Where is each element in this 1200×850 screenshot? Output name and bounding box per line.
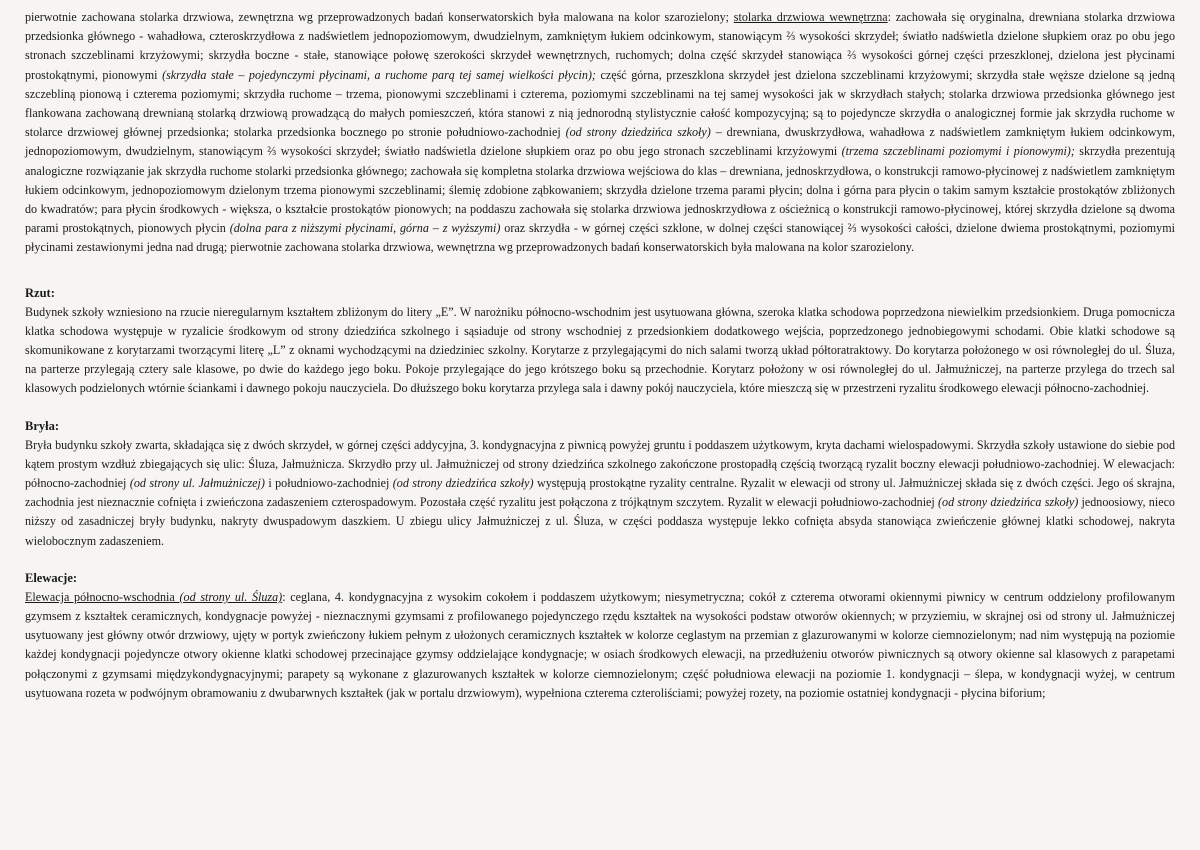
italic-note: (od strony ul. Jałmużniczej) — [129, 476, 265, 491]
text-run: skrzydła prezentują analogiczne rozwiązanie jak skrzydła ruchome stolarki przedsionka głównego; zachowała się kompletna stolarka drzwiowa wejściowa do klas – drewniana, jednoskrzydłowa, o konstrukcji ramowo-płycinowej z nadświetlem zamkniętym łukiem odcinkowym, jednopoziomowym dzielonym trzema pionowymi szczeblinami; ślemię zdobione ząbkowaniem; skrzydła dzielone trzema parami płycin; dolna i górna para płycin o takim samym kształcie prostokątów zbliżonych do kwadratów; para płycin środkowych - większa, o kształcie prostokątów pionowych; na poddaszu zachowała się stolarka drzwiowa jednoskrzydłowa z ościeżnicą o konstrukcji ramowo-płycinowej, której skrzydła dzielone są dwoma parami prostokątnych, pionowych płycin — [25, 144, 1175, 236]
italic-note: (skrzydła stałe – pojedynczymi płycinami, a ruchome parą tej samej wielkości płycin); — [162, 67, 596, 82]
text-run: – drewniana, dwuskrzydłowa, wahadłowa z nadświetlem zamkniętym łukiem odcinkowym, jednopoziomowym, dwudzielnym, stanowiącym ⅔ wysokości skrzydeł; światło nadświetla dzielone słupkiem oraz po obu jego stronach szczeblinami krzyżowymi — [25, 125, 1176, 159]
italic-note: (od strony dziedzińca szkoły) — [938, 495, 1079, 510]
spacer — [25, 399, 1175, 417]
text-run: oraz skrzydła - w górnej części szklone, w dolnej części stanowiącej ⅔ wysokości całości, dzielone dwiema prostokątnymi, poziomymi płycinami zestawionymi jedna nad drugą; pierwotnie zachowana stolarka drzwiowa, wewnętrzna wg przeprowadzonych badań konserwatorskich była malowana na kolor szarozielony. — [25, 221, 1175, 255]
paragraph-stolarka — [25, 8, 1175, 258]
text-run: Bryła budynku szkoły zwarta, składająca się z dwóch skrzydeł, w górnej części addycyjna, 3. kondygnacyjna z piwnicą powyżej gruntu i poddaszem użytkowym, kryta dachami wielospadowymi. Skrzydła szkoły ustawione do siebie pod kątem prostym wzdłuż zbiegających się ulic: Śluza, Jałmużnicza. Skrzydło przy ul. Jałmużniczej od strony dziedzińca szkolnego zakończone prostopadłą częścią tworzącą ryzalit boczny elewacji południowo-zachodniej. W elewacjach: północno-zachodniej — [25, 437, 1175, 491]
spacer — [25, 551, 1175, 569]
paragraph-bryla — [25, 436, 1175, 551]
paragraph-elewacje — [25, 588, 1175, 703]
italic-note: (trzema szczeblinami poziomymi i pionowymi); — [841, 144, 1075, 159]
text-run: część górna, przeszklona skrzydeł jest dzielona szczeblinami krzyżowymi; skrzydła stałe węższe dzielone są jedną szczebliną pionową i czterema poziomymi; skrzydła ruchome – trzema, pionowymi szczeblinami i czterema, poziomymi szczeblinami na tej samej wysokości jak w skrzydłach stałych; stolarka drzwiowa przedsionka głównego jest flankowana zachowaną drewnianą stolarką drzwiową prowadzącą do małych pomieszczeń, która stanowi z nią jednorodną stylistycznie całość kompozycyjną; są to pojedyncze skrzydła o analogicznej formie jak skrzydła ruchome w stolarce drzwiowej głównej przedsionka; stolarka przedsionka bocznego po stronie południowo-zachodniej — [25, 67, 1175, 140]
paragraph-rzut: Budynek szkoły wzniesiono na rzucie nieregularnym kształtem zbliżonym do litery „E”. W narożniku północno-wschodnim jest usytuowana główna, szeroka klatka schodowa poprzedzona niewielkim przedsionkiem. Druga pomocnicza klatka schodowa występuje w ryzalicie środkowym od strony dziedzińca szkolnego i sąsiaduje od strony wschodniej z przedsionkiem dodatkowego wejścia, poprzedzonego jednobiegowymi schodami. Obie klatki schodowe są skomunikowane z korytarzami tworzącymi literę „L” z oknami wychodzącymi na dziedziniec szkolny. Korytarze z przylegającymi do nich salami tworzą układ półtoratraktowy. Do korytarza położonego w osi równoległej do ul. Śluza, na parterze przylegają cztery sale klasowe, po dwie do każdego jego boku. Pokoje przylegające do jego krótszego boku są przechodnie. Korytarz położony w osi równoległej do ul. Jałmużniczej, na parterze przylega do trzech sal klasowych podzielonych wtórnie ściankami i dawnego pokoju nauczyciela. Do dłuższego boku korytarza przylega sala i dawny pokój nauczyciela, które mieszczą się w przestrzeni ryzalitu środkowego elewacji północno-zachodniej. — [25, 304, 1175, 396]
underlined-term: stolarka drzwiowa wewnętrzna — [733, 10, 888, 24]
text-run: i południowo-zachodniej — [264, 476, 393, 491]
italic-note: (od strony dziedzińca szkoły) — [565, 125, 711, 140]
italic-note: (dolna para z niższymi płycinami, górna – z wyższymi) — [229, 221, 501, 236]
section-heading-bryla: Bryła: — [25, 418, 60, 433]
section-heading-elewacje: Elewacje: — [25, 570, 78, 585]
text-run: : zachowała się oryginalna, drewniana stolarka drzwiowa przedsionka głównego - wahadłowa, czteroskrzydłowa z nadświetlem jednopoziomowym, dwudzielnym, zamkniętym łukiem odcinkowym, stanowiącym ⅔ wysokości skrzydeł; światło nadświetla dzielone słupkiem oraz po obu jego stronach szczeblinami krzyżowymi; skrzydła boczne - stałe, stanowiące połowę szerokości skrzydeł wewnętrznych, ruchomych; dolna część skrzydeł stanowiąca ⅔ wysokości górnej części przeszklonej, dzielona jest płycinami prostokątnymi, pionowymi — [25, 10, 1175, 82]
text-run: jednoosiowy, nieco niższy od zasadniczej bryły budynku, nakryty dwuspadowym daszkiem. U zbiegu ulicy Jałmużniczej z ul. Śluza, w części poddasza występuje lekko cofnięta absyda stanowiąca zwieńczenie głównej klatki schodowej, nakryta wielobocznym zadaszeniem. — [25, 495, 1175, 548]
section-heading-rzut: Rzut: — [25, 285, 55, 300]
text-run: : ceglana, 4. kondygnacyjna z wysokim cokołem i poddaszem użytkowym; niesymetryczna; cokół z czterema otworami okiennymi piwnicy w centrum oddzielony profilowanym gzymsem z kształtek ceramicznych, kondygnacje powyżej - nieznacznymi gzymsami z profilowanego pojedynczego rzędu kształtek na wysokości podstaw otworów okiennych; w przyziemiu, w skrajnej osi od strony ul. Jałmużniczej usytuowany jest główny otwór drzwiowy, ujęty w portyk zwieńczony łukiem pełnym z ułożonych ceramicznych kształtek w kolorze ceglastym na przemian z glazurowanymi w kolorze ciemnozielonym; nad nim występują na poziomie każdej kondygnacji pojedyncze otwory okienne klatki schodowej przecinające gzymsy oddzielające kondygnacje; w osiach środkowych elewacji, na przedłużeniu otworów piwnicznych są otwory okienne sal klasowych z parapetami połączonymi z gzymsami międzykondygnacyjnymi; parapety są wykonane z glazurowanych kształtek w kolorze ciemnozielonym; część południowa elewacji na poziomie 1. kondygnacji – ślepa, w kondygnacji wyżej, w centrum usytuowana rozeta w podwójnym obramowaniu z dwubarwnych kształtek (jak w portalu drzwiowym), wypełniona czterema czteroliściami; powyżej rozety, na poziomie ostatniej kondygnacji - płycina biforium; — [25, 589, 1175, 700]
italic-note: (od strony ul. Śluza) — [179, 589, 283, 604]
spacer — [25, 258, 1175, 284]
underlined-term: Elewacja północno-wschodnia — [25, 589, 180, 604]
text-run: pierwotnie zachowana stolarka drzwiowa, zewnętrzna wg przeprowadzonych badań konserwatorskich była malowana na kolor szarozielony; — [25, 10, 734, 24]
text-run: występują prostokątne ryzality centralne. Ryzalit w elewacji od strony ul. Jałmużniczej składa się z dwóch części. Jego oś skrajna, zachodnia jest nieznacznie cofnięta i zwieńczona zadaszeniem czterospadowym. Pozostała część ryzalitu jest połączona z trójkątnym szczytem. Ryzalit w elewacji południowo-zachodniej — [25, 476, 1175, 510]
italic-note: (od strony dziedzińca szkoły) — [392, 476, 534, 491]
